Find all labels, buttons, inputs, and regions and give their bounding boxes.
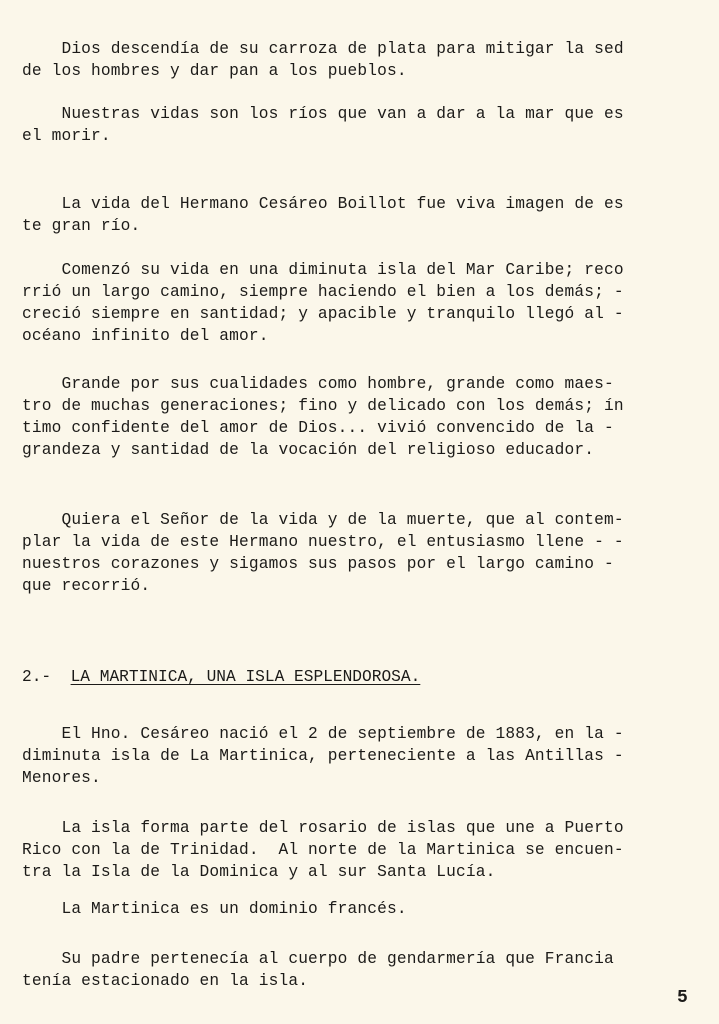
text-line: La vida del Hermano Cesáreo Boillot fue viva imagen de es xyxy=(22,195,624,213)
text-line: plar la vida de este Hermano nuestro, el entusiasmo llene - - xyxy=(22,533,624,551)
paragraph-comenzo xyxy=(22,259,712,347)
text-line: Comenzó su vida en una diminuta isla del Mar Caribe; reco xyxy=(22,261,624,279)
text-line: grandeza y santidad de la vocación del religioso educador. xyxy=(22,441,595,459)
text-line: nuestros corazones y sigamos sus pasos por el largo camino - xyxy=(22,555,614,573)
paragraph-vida-hermano xyxy=(22,193,712,237)
text-line: Dios descendía de su carroza de plata para mitigar la sed xyxy=(22,40,624,58)
text-line: Menores. xyxy=(22,769,101,787)
text-line: La isla forma parte del rosario de islas que une a Puerto xyxy=(22,819,624,837)
paragraph-el-hno xyxy=(22,723,712,789)
text-line: Rico con la de Trinidad. Al norte de la Martinica se encuen- xyxy=(22,841,624,859)
text-line: tro de muchas generaciones; fino y delicado con los demás; ín xyxy=(22,397,624,415)
section-title: LA MARTINICA, UNA ISLA ESPLENDOROSA. xyxy=(70,668,421,686)
text-line: timo confidente del amor de Dios... vivió convencido de la - xyxy=(22,419,614,437)
paragraph-quiera xyxy=(22,509,712,597)
text-line: de los hombres y dar pan a los pueblos. xyxy=(22,62,407,80)
text-line: te gran río. xyxy=(22,217,141,235)
text-line: tenía estacionado en la isla. xyxy=(22,972,309,990)
paragraph-dominio xyxy=(22,898,712,920)
text-line: Grande por sus cualidades como hombre, grande como maes- xyxy=(22,375,614,393)
text-line: rrió un largo camino, siempre haciendo el bien a los demás; - xyxy=(22,283,624,301)
text-line: el morir. xyxy=(22,127,111,145)
page-number: 5 xyxy=(677,988,688,1008)
text-line: La Martinica es un dominio francés. xyxy=(22,900,407,918)
text-line: Su padre pertenecía al cuerpo de gendarmería que Francia xyxy=(22,950,614,968)
text-line: océano infinito del amor. xyxy=(22,327,269,345)
section-heading xyxy=(22,666,420,688)
text-line: tra la Isla de la Dominica y al sur Santa Lucía. xyxy=(22,863,496,881)
text-line: Quiera el Señor de la vida y de la muerte, que al contem- xyxy=(22,511,624,529)
section-number: 2.- xyxy=(22,668,52,686)
text-line: creció siempre en santidad; y apacible y tranquilo llegó al - xyxy=(22,305,624,323)
text-line: que recorrió. xyxy=(22,577,151,595)
text-line: Nuestras vidas son los ríos que van a dar a la mar que es xyxy=(22,105,624,123)
text-line: El Hno. Cesáreo nació el 2 de septiembre de 1883, en la - xyxy=(22,725,624,743)
paragraph-su-padre xyxy=(22,948,712,992)
paragraph-grande xyxy=(22,373,712,461)
text-line: diminuta isla de La Martinica, perteneciente a las Antillas - xyxy=(22,747,624,765)
paragraph-la-isla xyxy=(22,817,712,883)
paragraph-dios xyxy=(22,38,712,82)
paragraph-nuestras-vidas xyxy=(22,103,712,147)
